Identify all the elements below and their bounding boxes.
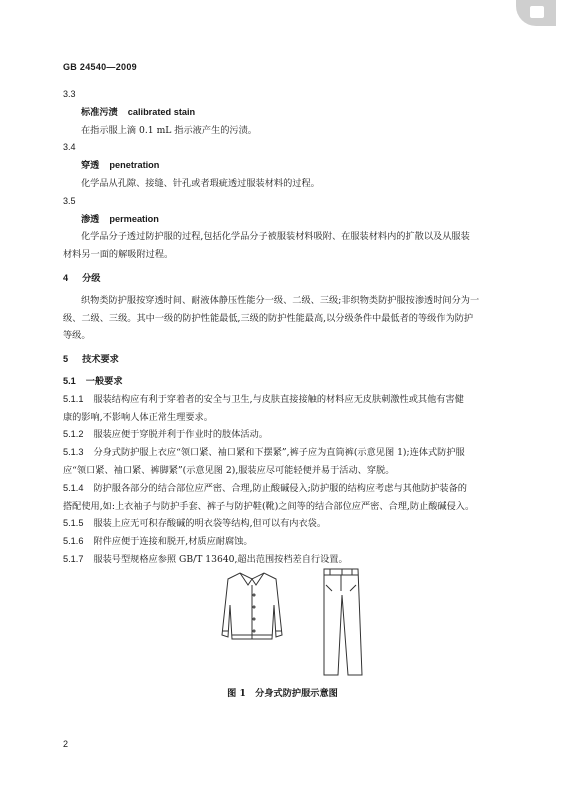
term-entry [63,104,513,122]
clause-text: 防护服各部分的结合部位应严密、合理,防止酸碱侵入;防护服的结构应考虑与其他防护装备的 [93,482,467,494]
term-definition: 在指示服上滴 0.1 mL 指示液产生的污渍。 [81,124,257,136]
clause-number: 3.4 [63,142,76,153]
term-definition: 材料另一面的解吸附过程。 [63,249,174,261]
term-en: penetration [109,160,160,171]
page-number: 2 [63,739,69,749]
term-definition: 化学品从孔隙、接缝、针孔或者瑕疵透过服装材料的过程。 [81,177,320,189]
clause-text: 服装应便于穿脱并利于作业时的肢体活动。 [93,429,268,441]
section-number: 5 [63,354,69,365]
clause-5-1-5 [63,515,513,533]
clause-text: 服装号型规格应参照 GB/T 13640,超出范围按档差自行设置。 [93,553,348,565]
clause-text: 服装结构应有利于穿着者的安全与卫生,与皮肤直接接触的材料应无皮肤刺激性或其他有害健 [93,393,464,405]
term-cn: 渗透 [81,213,100,225]
term-en: calibrated stain [127,106,196,117]
standard-code: GB 24540—2009 [63,62,137,72]
subsection-number: 5.1 [63,375,76,386]
term-en: permeation [109,213,159,224]
subsection-heading-5-1 [63,373,513,391]
term-cn: 穿透 [81,160,100,172]
clause-text: 应“领口紧、袖口紧、裤脚紧”(示意见图 2),服装应尽可能轻便并易于活动、穿脱。 [63,464,395,476]
clause-number: 5.1.3 [63,447,84,458]
clause-5-1-6 [63,533,513,551]
section-heading-5 [63,351,513,369]
clause-number: 5.1.7 [63,553,84,564]
clause-number: 3.5 [63,195,76,206]
section-number: 4 [63,272,69,283]
image-icon[interactable] [516,0,556,26]
protective-suit-illustration [190,565,390,680]
trousers [324,569,362,675]
clause-number: 5.1.5 [63,518,84,529]
section-heading-4 [63,270,513,288]
subsection-title: 一般要求 [85,375,123,387]
figure-1 [190,565,390,680]
clause-number: 5.1.6 [63,536,84,547]
section-title: 分级 [82,272,101,284]
clause-5-1-2 [63,426,513,444]
clause-5-1-3 [63,444,513,462]
clause-text: 分身式防护服上衣应“领口紧、袖口紧和下摆紧”,裤子应为直筒裤(示意见图 1);连体式防护服 [93,447,465,459]
clause-text: 搭配使用,如:上衣袖子与防护手套、裤子与防护鞋(靴)之间等的结合部位应严密、合理,防止酸碱侵入。 [63,500,475,512]
clause-5-1-4 [63,480,513,498]
clause-number: 5.1.2 [63,429,84,440]
term-entry [63,211,513,229]
clause-5-1-1 [63,391,513,409]
paragraph-line: 级、二级、三级。其中一级的防护性能最低,三级的防护性能最高,以分级条件中最低者的等级作为防护 [63,312,474,324]
term-definition: 化学品分子透过防护服的过程,包括化学品分子被服装材料吸附、在服装材料内的扩散以及从服装 [81,231,470,243]
clause-number: 5.1.4 [63,482,84,493]
figure-caption: 图 1 分身式防护服示意图 [227,688,338,699]
clause-number: 5.1.1 [63,393,84,404]
clause-number: 3.3 [63,89,76,99]
clause-text: 附件应便于连接和脱开,材质应耐腐蚀。 [93,536,253,548]
paragraph-line: 织物类防护服按穿透时间、耐液体静压性能分一级、二级、三级;非织物类防护服按渗透时间分为一 [81,294,480,306]
section-title: 技术要求 [82,354,119,366]
image-icon-glyph [530,6,544,18]
paragraph-line: 等级。 [63,330,91,342]
term-entry [63,157,513,175]
term-cn: 标准污渍 [81,106,118,118]
clause-text: 康的影响,不影响人体正常生理要求。 [63,411,213,423]
document-body [63,86,513,569]
clause-text: 服装上应无可积存酸碱的明衣袋等结构,但可以有内衣袋。 [93,518,327,530]
